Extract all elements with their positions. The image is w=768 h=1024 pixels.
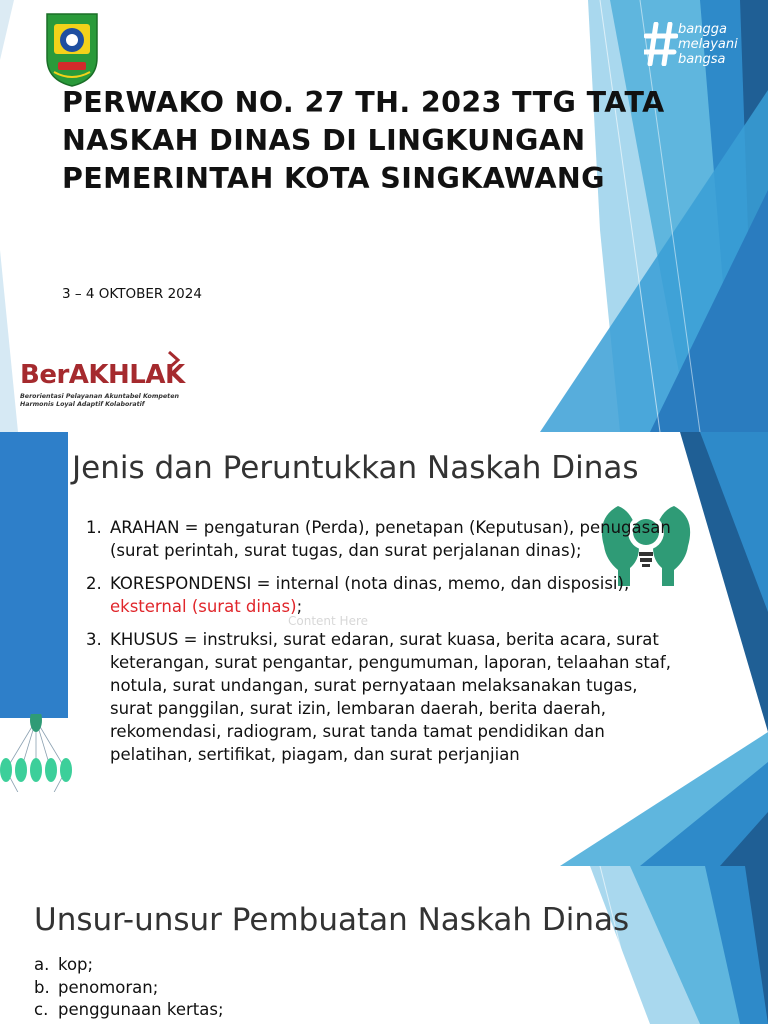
slide2-title: Jenis dan Peruntukkan Naskah Dinas — [72, 450, 639, 486]
jenis-naskah-list — [86, 516, 671, 776]
list-item-text: ARAHAN = pengaturan (Perda), penetapan (Keputusan), penugasan (surat perintah, surat tugas, dan surat perjalanan dinas); — [110, 518, 671, 560]
tagline-line: bangsa — [678, 52, 726, 67]
list-marker: c. — [34, 1000, 49, 1019]
unsur-naskah-list — [34, 954, 224, 1022]
chevron-right-icon — [166, 350, 182, 370]
slide-jenis-naskah — [0, 432, 768, 866]
list-marker: b. — [34, 977, 50, 997]
list-item — [34, 999, 224, 1022]
berakhlak-values — [20, 393, 179, 409]
bangga-melayani-bangsa-tagline — [678, 22, 738, 67]
list-item-text: kop; — [58, 955, 94, 974]
network-diagram-icon — [0, 714, 72, 792]
list-number: 2. — [86, 574, 102, 593]
left-accent-bar — [0, 432, 68, 718]
list-item-text: penggunaan kertas; — [58, 1000, 224, 1019]
berakhlak-values-line: Berorientasi Pelayanan Akuntabel Kompeten — [20, 393, 179, 400]
slide1-title: PERWAKO NO. 27 TH. 2023 TTG TATA NASKAH DINAS DI LINGKUNGAN PEMERINTAH KOTA SINGKAWANG — [62, 86, 665, 195]
watermark-text: Content Here — [288, 614, 368, 628]
tagline-line: bangga — [678, 22, 727, 37]
list-item — [34, 977, 224, 1000]
list-number: 1. — [86, 518, 102, 537]
list-item-text: penomoran; — [58, 977, 159, 997]
slide-unsur-naskah — [0, 866, 768, 1024]
list-marker: a. — [34, 955, 50, 974]
list-item-text: KHUSUS = instruksi, surat edaran, surat kuasa, berita acara, surat keterangan, surat pengantar, pengumuman, laporan, telaahan staf, notula, surat undangan, surat pernyataan melaksanakan tugas, surat panggilan, surat izin, lembaran daerah, berita daerah, rekomendasi, radiogram, surat tanda tamat pendidikan dan pelatihan, sertifikat, piagam, dan surat perjanjian — [110, 630, 671, 764]
list-item — [86, 628, 671, 766]
kota-singkawang-logo — [42, 10, 102, 88]
berakhlak-values-line: Harmonis Loyal Adaptif Kolaboratif — [20, 401, 145, 408]
slide3-title: Unsur-unsur Pembuatan Naskah Dinas — [34, 902, 630, 938]
highlighted-text: eksternal (surat dinas) — [110, 597, 297, 616]
list-item — [34, 954, 224, 977]
list-item-text: KORESPONDENSI = internal (nota dinas, memo, dan disposisi), — [110, 574, 630, 593]
list-item — [86, 572, 671, 618]
event-date: 3 – 4 OKTOBER 2024 — [62, 286, 202, 302]
berakhlak-logo — [20, 350, 190, 415]
list-number: 3. — [86, 630, 102, 649]
list-item-tail: ; — [296, 597, 303, 616]
hashtag-icon — [644, 22, 678, 66]
list-item — [86, 516, 671, 562]
slide-title — [0, 0, 768, 432]
tagline-line: melayani — [678, 37, 738, 52]
berakhlak-wordmark: BerAKHLAK — [20, 360, 185, 390]
